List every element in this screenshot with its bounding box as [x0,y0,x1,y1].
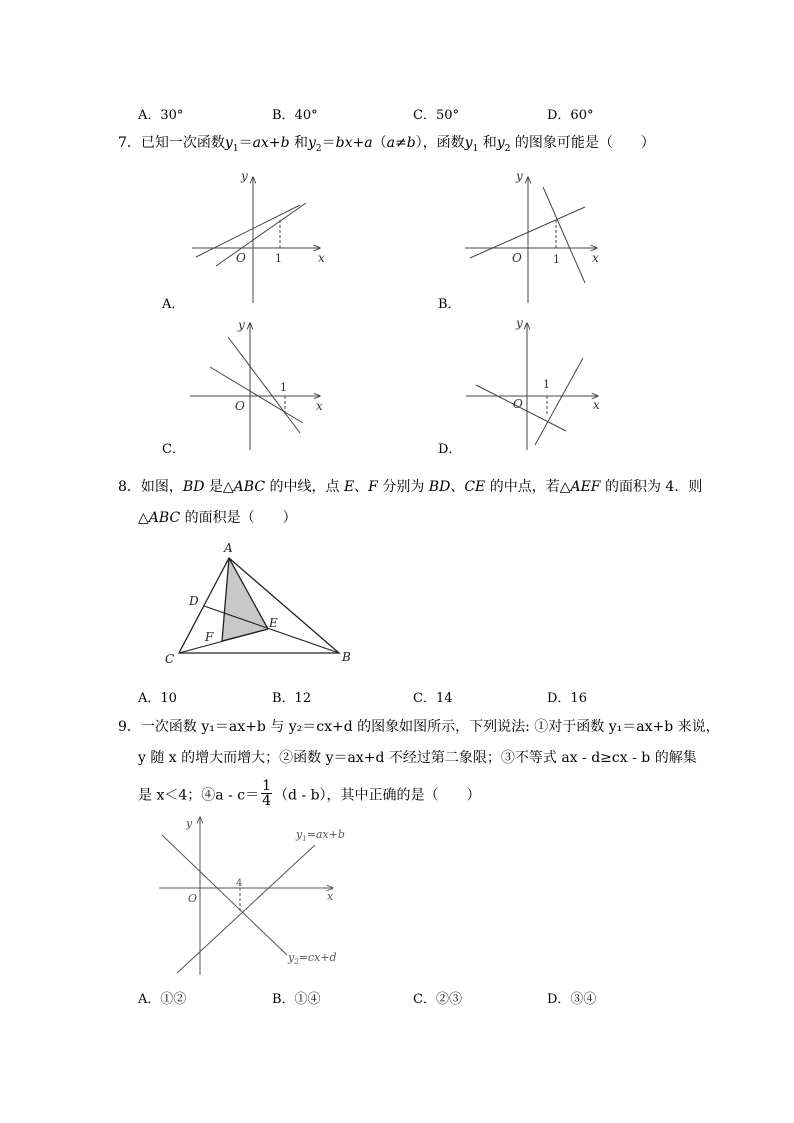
label-b: B [342,650,351,664]
q7-graphs [0,165,794,485]
y-label: y [241,169,248,183]
q8-var: F [368,479,378,495]
q7-var: ax [252,135,269,151]
q8-text: 的中点，若△ [485,479,571,495]
q7-text: ≠ [394,135,407,151]
q6-option-a: A．30° [138,108,184,123]
q8-text: 如图， [140,479,183,495]
one-label: 1 [275,252,282,265]
q8-var: BD [428,479,451,495]
origin-label: O [188,892,198,905]
q8-text: 、 [450,479,465,495]
x-label: x [592,251,599,265]
q8-option-b: B．12 [272,691,312,706]
q7-number: 7． [118,135,141,151]
label-e: E [269,616,278,630]
q7-text: 和 [478,135,497,151]
q7-var: y [496,135,505,151]
q9-line1: 一次函数 y₁＝ax+b 与 y₂＝cx+d 的图象如图所示，下列说法: ①对于函数 y₁＝ax+b 来说， [140,719,720,735]
q7-sub: 1 [232,143,239,154]
q7-sub: 2 [504,143,511,154]
option-b-label: B． [438,297,461,312]
q8-var: BD [182,479,205,495]
y-label: y [516,169,523,183]
q8-var: ABC [233,479,266,495]
q8-text: 的中线，点 [265,479,344,495]
origin-label: O [235,399,245,413]
q7-text: 已知一次函数 [140,135,225,151]
q9-option-a: A．①② [138,992,187,1007]
q6-option-b: B．40° [272,108,318,123]
q7-graph-c [162,318,323,457]
label-c: C [165,652,175,666]
label-d: D [189,594,199,608]
q7-var: y [307,135,316,151]
q8-text: △ [138,510,149,526]
q7-graph-d [438,316,600,457]
origin-label: O [512,251,522,265]
four-label: 4 [236,878,243,889]
q8-text: 是△ [204,479,234,495]
q8-text: 分别为 [377,479,429,495]
q7-graph-a [161,169,325,312]
q7-text: ＝ [238,135,253,151]
line-y2 [162,835,287,955]
q8-stem-line2 [138,508,297,528]
y-label: y [238,318,245,332]
q7-var: b [406,135,416,151]
one-label: 1 [553,253,560,266]
x-label: x [593,398,600,412]
fraction-numerator: 1 [262,778,271,794]
q8-triangle-figure [160,538,360,668]
q6-option-c: C．50° [413,108,459,123]
q7-text: （ [372,135,387,151]
x-label: x [318,251,325,265]
q9-stem-line3 [138,778,481,810]
fraction-denominator: 4 [262,793,271,809]
q8-text: 的面积是（ ） [180,510,297,526]
triangle-abc [179,558,339,653]
q9-line3a: 是 x＜4；④a - c＝ [138,787,260,804]
q7-var: bx [335,135,353,151]
q7-text: 和 [289,135,308,151]
label-a: A [224,541,233,555]
q8-text: 、 [354,479,369,495]
one-label: 1 [280,381,287,394]
y1-equation-label: $y_1=ax+b$ [296,828,345,843]
q6-option-d: D．60° [547,108,594,123]
q9-line3b: （d - b），其中正确的是（ ） [274,787,481,804]
line-y2 [535,358,583,445]
q7-sub: 1 [472,143,479,154]
q8-var: E [343,479,355,495]
shaded-triangle-aef [222,558,268,641]
q8-var: AEF [570,479,601,495]
label-f: F [205,630,214,644]
q7-var: a [364,135,373,151]
q9-graph [150,815,370,985]
q8-number: 8． [118,479,141,495]
x-label: x [327,890,334,903]
fraction [261,779,272,808]
q7-text: 的图象可能是（ ） [510,135,655,151]
q8-option-d: D．16 [547,691,587,706]
line-y2 [543,187,585,283]
q7-text: + [268,135,281,151]
line-y1 [228,337,300,433]
q9-number: 9． [118,719,141,735]
x-label: x [316,399,323,413]
origin-label: O [513,397,523,411]
q7-stem [118,133,655,159]
line-y1 [177,845,315,973]
origin-label: O [236,251,246,265]
q7-var: a [386,135,395,151]
line-y1 [196,205,300,257]
q9-option-b: B．①④ [272,992,321,1007]
q7-text: ＝ [321,135,336,151]
option-d-label: D． [438,442,462,457]
y2-equation-label: $y_2=cx+d$ [288,951,337,966]
q7-text: + [352,135,365,151]
one-label: 1 [543,378,550,391]
q9-option-d: D．③④ [547,992,597,1007]
line-y2 [216,203,306,266]
q8-option-a: A．10 [138,691,177,706]
option-c-label: C． [162,442,185,457]
q7-var: y [464,135,473,151]
q8-var: CE [464,479,486,495]
q9-option-c: C．②③ [413,992,462,1007]
y-label: y [516,316,523,330]
q9-stem-line1 [118,717,720,737]
option-a-label: A． [162,297,185,312]
q7-var: b [280,135,290,151]
y-label: y [186,817,193,830]
q8-var: ABC [148,510,181,526]
q7-var: y [224,135,233,151]
q7-sub: 2 [315,143,322,154]
q8-option-c: C．14 [413,691,453,706]
q7-graph-b [438,169,599,312]
q8-text: 的面积为 4．则 [600,479,703,495]
q9-stem-line2: y 随 x 的增大而增大；②函数 y＝ax+d 不经过第二象限；③不等式 ax - d≥cx - b 的解集 [138,750,697,766]
q8-stem-line1 [118,477,702,497]
q7-text: ），函数 [415,135,465,151]
